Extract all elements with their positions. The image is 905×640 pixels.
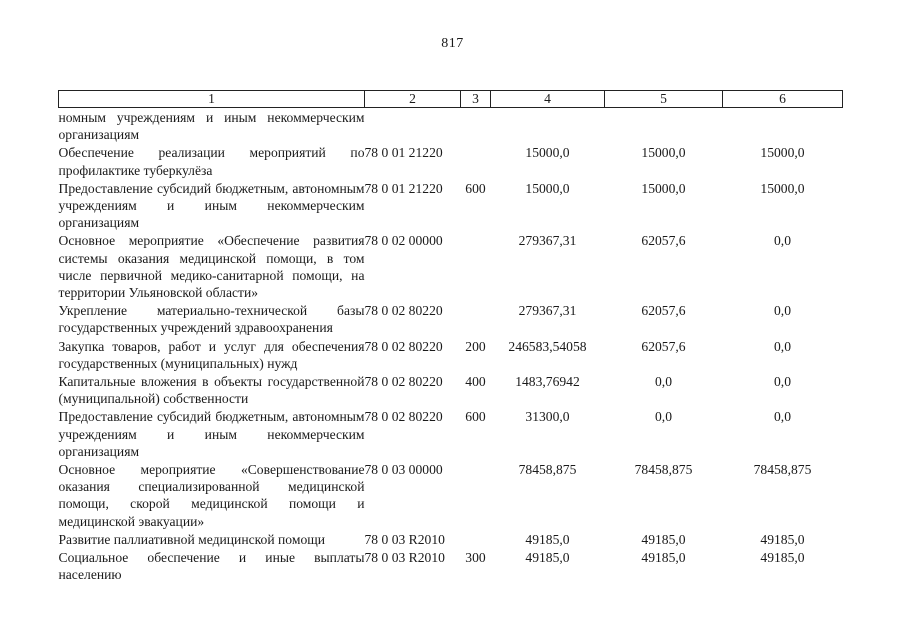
row-code: 78 0 03 R2010 — [364, 531, 445, 547]
table-row — [59, 548, 843, 583]
row-value-6: 0,0 — [774, 303, 791, 319]
row-expense-type — [461, 530, 491, 548]
budget-table — [58, 90, 843, 583]
row-value-6: 0,0 — [774, 409, 791, 425]
row-value-6: 49185,0 — [760, 550, 805, 566]
row-code: 78 0 02 80220 — [364, 374, 443, 390]
row-value-4: 1483,76942 — [515, 374, 580, 390]
continuation-row — [59, 108, 843, 144]
row-name: Развитие паллиативной медицинской помощи — [58, 531, 325, 547]
table-row — [59, 530, 843, 548]
row-value-5: 49185,0 — [641, 550, 686, 566]
row-expense-type — [461, 143, 491, 178]
page-number: 817 — [441, 36, 464, 51]
header-col-5: 5 — [605, 91, 723, 108]
row-value-4: 279367,31 — [518, 233, 577, 249]
row-name: Предоставление субсидий бюджетным, автономным учреждениям и иным некоммерческим организациям — [58, 409, 365, 459]
row-value-4: 78458,875 — [518, 462, 577, 478]
row-value-5: 62057,6 — [641, 233, 686, 249]
row-expense-type: 600 — [465, 180, 486, 196]
row-value-5: 78458,875 — [634, 462, 693, 478]
table-row — [59, 301, 843, 336]
table-row — [59, 231, 843, 301]
row-expense-type: 200 — [465, 338, 486, 354]
row-value-5: 0,0 — [655, 409, 672, 425]
row-value-4: 15000,0 — [525, 180, 570, 196]
row-expense-type: 400 — [465, 374, 486, 390]
row-name: Закупка товаров, работ и услуг для обеспечения государственных (муниципальных) нужд — [58, 338, 365, 371]
table-row — [59, 143, 843, 178]
row-value-5: 0,0 — [655, 374, 672, 390]
header-col-3: 3 — [461, 91, 491, 108]
row-name: Основное мероприятие «Обеспечение развития системы оказания медицинской помощи, в том числе первичной медико-санитарной помощи, на территории Ульяновской области» — [58, 233, 365, 301]
table-row — [59, 337, 843, 372]
row-value-6: 15000,0 — [760, 180, 805, 196]
row-code: 78 0 01 21220 — [364, 145, 443, 161]
row-code: 78 0 02 80220 — [364, 409, 443, 425]
row-value-4: 246583,54058 — [508, 338, 587, 354]
row-code: 78 0 02 80220 — [364, 338, 443, 354]
row-expense-type: 600 — [465, 409, 486, 425]
row-value-4: 49185,0 — [525, 550, 570, 566]
row-value-5: 62057,6 — [641, 338, 686, 354]
table-row — [59, 179, 843, 232]
row-name: Капитальные вложения в объекты государственной (муниципальной) собственности — [58, 374, 365, 407]
row-expense-type — [461, 301, 491, 336]
row-value-6: 0,0 — [774, 338, 791, 354]
row-name: Основное мероприятие «Совершенствование оказания специализированной медицинской помощи, скорой медицинской помощи и медицинской эвакуации» — [58, 462, 365, 529]
row-value-6: 49185,0 — [760, 531, 805, 547]
row-value-5: 62057,6 — [641, 303, 686, 319]
table-row — [59, 407, 843, 460]
header-col-6: 6 — [723, 91, 843, 108]
table-row — [59, 460, 843, 530]
table-row — [59, 372, 843, 407]
header-col-4: 4 — [491, 91, 605, 108]
header-row — [59, 91, 843, 108]
row-value-4: 279367,31 — [518, 303, 577, 319]
row-value-5: 15000,0 — [641, 145, 686, 161]
row-value-4: 15000,0 — [525, 145, 570, 161]
continuation-text: номным учреждениям и иным некоммерческим организациям — [58, 110, 365, 143]
row-name: Социальное обеспечение и иные выплаты населению — [58, 550, 365, 583]
row-expense-type — [461, 460, 491, 530]
row-code: 78 0 03 R2010 — [364, 550, 445, 566]
row-value-4: 49185,0 — [525, 531, 570, 547]
header-col-1: 1 — [59, 91, 365, 108]
row-code: 78 0 02 00000 — [364, 233, 443, 249]
row-code: 78 0 03 00000 — [364, 462, 443, 478]
row-name: Укрепление материально-технической базы государственных учреждений здравоохранения — [58, 303, 365, 336]
row-value-5: 49185,0 — [641, 531, 686, 547]
row-value-4: 31300,0 — [525, 409, 570, 425]
row-value-6: 15000,0 — [760, 145, 805, 161]
row-value-5: 15000,0 — [641, 180, 686, 196]
row-value-6: 78458,875 — [753, 462, 812, 478]
row-code: 78 0 02 80220 — [364, 303, 443, 319]
row-expense-type: 300 — [465, 550, 486, 566]
row-value-6: 0,0 — [774, 374, 791, 390]
row-value-6: 0,0 — [774, 233, 791, 249]
row-expense-type — [461, 231, 491, 301]
header-col-2: 2 — [365, 91, 461, 108]
row-code: 78 0 01 21220 — [364, 180, 443, 196]
row-name: Предоставление субсидий бюджетным, автономным учреждениям и иным некоммерческим организациям — [58, 180, 365, 231]
row-name: Обеспечение реализации мероприятий по профилактике туберкулёза — [58, 145, 365, 178]
